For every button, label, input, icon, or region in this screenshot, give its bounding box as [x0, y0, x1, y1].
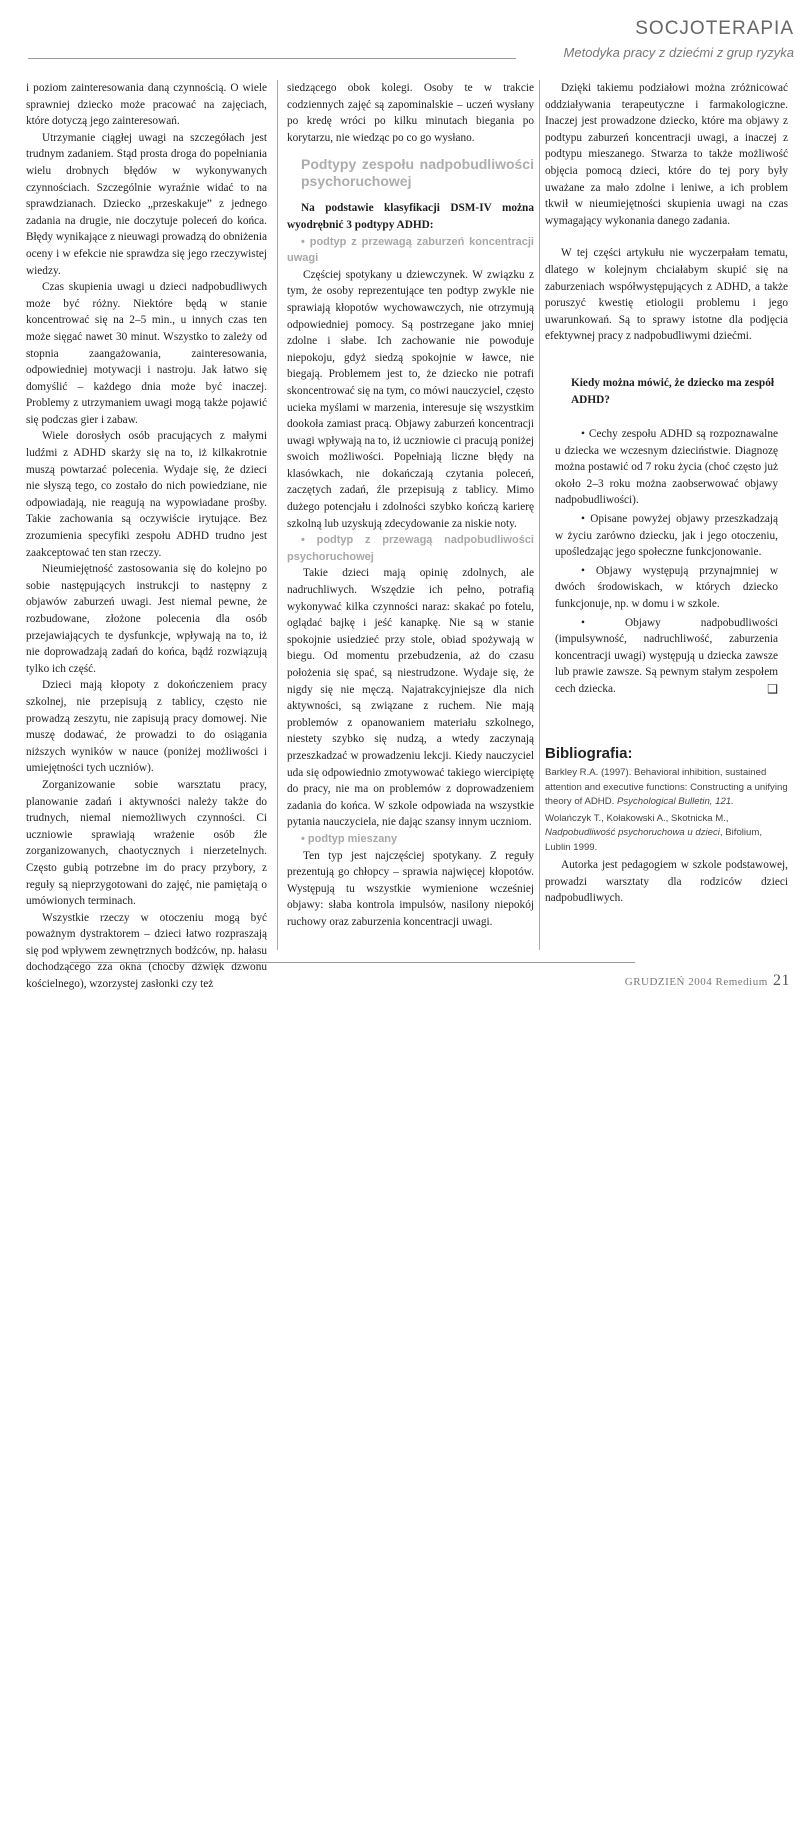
section-title: SOCJOTERAPIA [635, 18, 794, 39]
column-divider [277, 80, 278, 950]
list-item: • Objawy występują przynajmniej w dwóch środowiskach, w których dziecko funkcjonuje, np. w domu i w szkole. [555, 564, 778, 611]
paragraph: Czas skupienia uwagi u dzieci nadpobudliwych może być różny. Niektóre będą w stanie koncentrować się na 2–5 min., u innych czas ten może sięgać nawet 30 minut. Wszystko to zależy od stopnia zaangażowania, zainteresowania, odpowiedniej motywacji i nastroju. Jak łatwo się domyślić – każdego dnia może być inaczej. Problemy z utrzymaniem uwagi mogą także pojawić się podczas gier i zabaw. [26, 281, 267, 426]
paragraph: siedzącego obok kolegi. Osoby te w trakcie codziennych zajęć są zapominalskie – uczeń wysłany po kredę wróci po kilku minutach biegania po korytarzu, nie wiedząc po co go wysłano. [287, 82, 534, 144]
subtype-heading: • podtyp z przewagą nadpobudliwości psychoruchowej [287, 534, 534, 563]
page-number: 21 [773, 972, 790, 989]
paragraph: W tej części artykułu nie wyczerpałam tematu, dlatego w kolejnym chciałabym skupić się na zaburzeniach współwystępujących z ADHD, a także poruszyć kwestię etiologii problemu i jego uwarunkowań. Są to sprawy istotne dla podjęcia efektywnej pracy z nadpobudliwymi dziećmi. [545, 247, 788, 343]
bibliography-entry: Barkley R.A. (1997). Behavioral inhibition, sustained attention and executive functions: Constructing a unifying theory of ADHD. Psychological Bulletin, 121. [545, 767, 788, 808]
list-item: • Cechy zespołu ADHD są rozpoznawalne u dziecka we wczesnym dzieciństwie. Diagnozę można postawić od 7 roku życia (choć często już około 2–3 roku można zaobserwować objawy nadpobudliwości). [555, 428, 778, 507]
bibliography-heading: Bibliografia: [545, 744, 633, 762]
section-subtitle: Metodyka pracy z dziećmi z grup ryzyka [563, 45, 794, 60]
issue-label: GRUDZIEŃ 2004 Remedium [624, 976, 768, 988]
footer-rule [70, 962, 635, 963]
subtype-heading: • podtyp mieszany [301, 832, 398, 845]
paragraph: Takie dzieci mają opinię zdolnych, ale nadruchliwych. Wszędzie ich pełno, potrafią wykonywać kilka czynności naraz: skakać po fotelu, oglądać bajkę i jeść kanapkę. Nie są w stanie spokojnie usiedzieć przy stole, obiad spożywają w biegu. Od momentu przebudzenia, aż do czasu położenia się spać, są niestrudzone. Wydaje się, że nigdy się nie męczą. Najatrakcyjniejsze dla nich aktywności, są związane z ruchem. Nie mają problemów z opanowaniem materiału szkolnego, niestety szybko się nudzą, a wtedy zaczynają przeszkadzać w prowadzeniu lekcji. Kiedy nauczyciel uda się odpowiednio zmotywować takiego wiercipiętę do pracy, nie ma on problemów z doprowadzeniem zadania do końca. W szkole odpowiada na wszystkie pytania nauczyciela, nie dając szansy innym uczniom. [287, 567, 534, 829]
paragraph: Wiele dorosłych osób pracujących z małymi ludźmi z ADHD skarży się na to, iż kilkakrotnie muszą powtarzać polecenia. Wydaje się, że dzieci nie słyszą tego, co zostało do nich powiedziane, nie odpowiadają, nie reagują na wypowiadane prośby. Takie zachowania są oczywiście irytujące. Bez zrozumienia specyfiki zespołu ADHD trudno jest zaakceptować ten stan rzeczy. [26, 430, 267, 559]
box-title: Kiedy można mówić, że dziecko ma zespół ADHD? [571, 376, 774, 406]
header-rule [28, 58, 516, 59]
paragraph: Częściej spotykany u dziewczynek. W związku z tym, że osoby reprezentujące ten podtyp zwykle nie sprawiają kłopotów wychowawczych, nie otrzymują odpowiedniej pomocy. Są postrzegane jako mniej zdolne i słabe. Ich zachowanie nie powoduje niepokoju, gdyż siedzą spokojnie w ławce, nie biegają. Problemem jest to, że dziecko nie potrafi skoncentrować się na tym, co mówi nauczyciel, często ucieka myślami w marzenia, interesuje się wszystkim dookoła zamiast pracą. Objawy zaburzeń koncentracji uwagi wpływają na to, iż uczniowie ci pracują poniżej swoich możliwości. Popełniają liczne błędy na klasówkach, nie dokańczają czytania poleceń, zaczętych zadań, źle przepisują z tablicy. Mimo dużego potencjału i zdolności szybko kończą karierę szkolną lub uzyskują zdecydowanie za niskie noty. [287, 268, 534, 530]
subtype-heading: • podtyp z przewagą zaburzeń koncentracji uwagi [287, 235, 534, 265]
criteria-list [545, 426, 788, 698]
list-item-text: • Objawy nadpobudliwości (impulsywność, nadruchliwość, zaburzenia koncentracji uwagi) występują u dziecka zawsze lub prawie zawsze. Są pewnym stałym zespołem cech dziecka. [555, 616, 778, 695]
column-3 [545, 80, 788, 907]
bibliography-entry: Wolańczyk T., Kołakowski A., Skotnicka M., Nadpobudliwość psychoruchowa u dzieci, Bifolium, Lublin 1999. [545, 812, 763, 853]
end-of-article-icon: ❑ [767, 682, 778, 696]
paragraph: Nieumiejętność zastosowania się do kolejno po sobie następujących instrukcji to następny z objawów zaburzeń uwagi. Jest niemal pewne, że rozbudowane, złożone polecenia dla osób przejawiających te dysfunkcje, wpływają na to, iż nie doprowadzają zadań do końca, bądź rozwiązują tylko ich część. [26, 563, 267, 675]
column-1 [26, 80, 267, 993]
paragraph: Dzieci mają kłopoty z dokończeniem pracy szkolnej, nie przepisują z tablicy, często nie prowadzą zeszytu, nie zapisują pracy domowej. Nie muszę dodawać, że prowadzi to do osiągania niższych wyników w nauce (poniżej możliwości i umiejętności tych uczniów). [26, 679, 267, 775]
column-divider [539, 80, 540, 950]
list-item: • Opisane powyżej objawy przeszkadzają w życiu zarówno dziecku, jak i jego otoczeniu, upośledzając jego społeczne funkcjonowanie. [555, 513, 778, 559]
paragraph: Ten typ jest najczęściej spotykany. Z reguły prezentują go chłopcy – sprawia najwięcej kłopotów. Występują tu wszystkie wymienione wcześniej objawy: słaba kontrola impulsów, nasilony niepokój ruchowy oraz zaburzenia koncentracji uwagi. [287, 849, 534, 928]
paragraph: i poziom zainteresowania daną czynnością. O wiele sprawniej dziecko może pracować na zajęciach, które dotyczą jego zainteresowań. [26, 82, 267, 128]
paragraph: Wszystkie rzeczy w otoczeniu mogą być poważnym dystraktorem – dzieci łatwo rozpraszają się pod wpływem zewnętrznych bodźców, np. hałasu dochodzącego zza okna (choćby dźwięk dzwonu kościelnego), wzorzystej zasłonki czy też [26, 911, 267, 991]
section-heading: Podtypy zespołu nadpobudliwości psychoruchowej [301, 156, 534, 190]
paragraph: Dzięki takiemu podziałowi można zróżnicować oddziaływania terapeutyczne i farmakologiczne. Inaczej jest prowadzone dziecko, które ma objawy z podtypu zaburzeń koncentracji uwagi, a inaczej z podtypu mieszanego. Stwarza to także możliwość objęcia pomocą dzieci, które do tej pory były uważane za mało zdolne i leniwe, a ich problem tkwił w nieumiejętności skupienia uwagi na czas wymagający wykonania danego zadania. [545, 82, 788, 227]
page-footer [625, 972, 790, 990]
column-2 [287, 80, 534, 931]
paragraph: Zorganizowanie sobie warsztatu pracy, planowanie zadań i aktywności należy także do trudnych, niemal niemożliwych czynności. Ci uczniowie sprawiają wrażenie osób źle zorganizowanych, chaotycznych i nierzetelnych. Często gubią potrzebne im do pracy przybory, z reguły są nieprzygotowani do zajęć, nie pamiętają o umówionych terminach. [26, 778, 267, 908]
bibliography [545, 766, 788, 855]
paragraph: Utrzymanie ciągłej uwagi na szczegółach jest trudnym zadaniem. Stąd prosta droga do popełniania wielu drobnych błędów w wykonywanych czynnościach. Szczególnie wyraźnie widać to na sprawdzianach. Dziecko „przeskakuje” z jednego zadania na drugie, nie doczytuje poleceń do końca. Błędy wynikające z nieuwagi prowadzą do obniżenia oceny i w efekcie nie sprawdza się jego rzeczywistej wiedzy. [26, 131, 267, 277]
author-note: Autorka jest pedagogiem w szkole podstawowej, prowadzi warsztaty dla rodziców dzieci nadpobudliwych. [545, 859, 788, 905]
lead-paragraph: Na podstawie klasyfikacji DSM-IV można wyodrębnić 3 podtypy ADHD: [287, 202, 534, 231]
list-item [545, 615, 788, 698]
